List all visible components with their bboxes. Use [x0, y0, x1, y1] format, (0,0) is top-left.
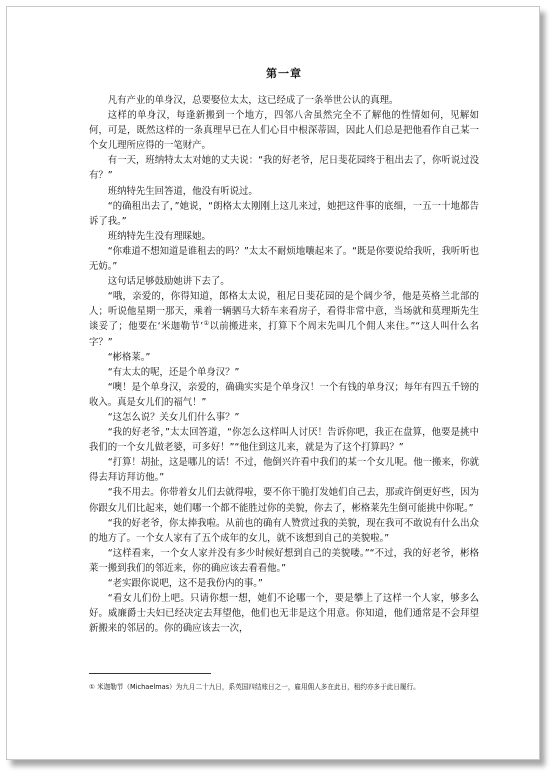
paragraph: “你难道不想知道是谁租去的吗？”太太不耐烦地嚷起来了。“既是你要说给我听，我听听也无妨。”	[89, 245, 479, 273]
chapter-title: 第一章	[266, 67, 302, 80]
paragraph: 班纳特先生回答道，他没有听说过。	[107, 185, 258, 197]
paragraph: 这样的单身汉，每逢新搬到一个地方，四邻八舍虽然完全不了解他的性情如何，见解如何，可是，既然这样的一条真理早已在人们心目中根深蒂固，因此人们总是把他看作自己某一个女儿理所应得的一笔财产。	[89, 110, 479, 152]
paragraph: “有太太的呢，还是个单身汉？”	[107, 366, 240, 378]
footnote-marker: ①	[203, 320, 210, 328]
paragraph: 班纳特先生没有理睬她。	[107, 230, 211, 242]
paragraph: “的确租出去了，”她说，“朗格太太刚刚上这儿来过，她把这件事的底细，一五一十地都告诉了我。”	[89, 200, 479, 227]
paragraph-text: “哦，亲爱的，你得知道，郎格太太说，租尼日斐花园的是个阔少爷，他是英格兰北部的人；听说他星期一那天，乘着一辆驷马大轿车来看房子，看得非常中意，当场就和莫理斯先生谈妥了；他要在‘米迦勒节’	[89, 291, 479, 333]
paragraph: “这样看来，一个女人家并没有多少时候好想到自己的美貌喽。”“不过，我的好老爷，彬格莱一搬到我们的邻近来，你的确应该去看看他。”	[89, 547, 479, 574]
footnote-divider	[89, 673, 211, 674]
paragraph: “看女儿们份上吧。只请你想一想，她们不论哪一个，要是攀上了这样一个人家，够多么好。威廉爵士夫妇已经决定去拜望他，他们也无非是这个用意。你知道，他们通常是不会拜望新搬来的邻居的。你的确应该去一次，	[89, 593, 479, 635]
paragraph: 这句话足够鼓励她讲下去了。	[107, 276, 230, 288]
paragraph: “老实跟你说吧，这不是我份内的事。”	[107, 578, 263, 589]
paragraph-with-footnote	[89, 289, 479, 349]
paragraph: “这怎么说？关女儿们什么事？”	[107, 411, 240, 423]
document-page	[6, 6, 540, 760]
paragraph-text: 以前搬进来，打算下个周末先叫几个佣人来住。”“这人叫什么名字？”	[89, 321, 479, 348]
page-body	[89, 67, 479, 636]
paragraph: “我不用去。你带着女儿们去就得啦，要不你干脆打发她们自己去，那或许倒更好些，因为你跟女儿们比起来，她们哪一个都不能胜过你的美貌，你去了，彬格莱先生倒可能挑中你呢。”	[89, 487, 479, 514]
paragraph: 有一天，班纳特太太对她的丈夫说：“我的好老爷，尼日斐花园终于租出去了，你听说过没有？”	[89, 155, 479, 182]
paragraph: 凡有产业的单身汉，总要娶位太太，这已经成了一条举世公认的真理。	[107, 95, 399, 106]
footnote: ① 米迦勒节（Michaelmas）为九月二十九日，系英国四结账日之一，雇用佣人多在此日，租约亦多于此日履行。	[89, 683, 420, 691]
paragraph: “彬格莱。”	[107, 351, 151, 363]
paragraph: “我的好老爷，”太太回答道，“你怎么这样叫人讨厌！告诉你吧，我正在盘算，他要是挑中我们的一个女儿做老婆，可多好！”“他住到这儿来，就是为了这个打算吗？”	[89, 427, 479, 454]
paragraph: “噢！是个单身汉，亲爱的，确确实实是个单身汉！一个有钱的单身汉；每年有四五千镑的收入。真是女儿们的福气！”	[89, 381, 479, 408]
paragraph: “打算！胡扯，这是哪儿的话！不过，他倒兴许看中我们的某一个女儿呢。他一搬来，你就得去拜访拜访他。”	[89, 457, 479, 484]
paragraph: “我的好老爷，你太捧我啦。从前也的确有人赞赏过我的美貌，现在我可不敢说有什么出众的地方了。一个女人家有了五个成年的女儿，就不该想到自己的美貌啦。”	[89, 517, 479, 544]
